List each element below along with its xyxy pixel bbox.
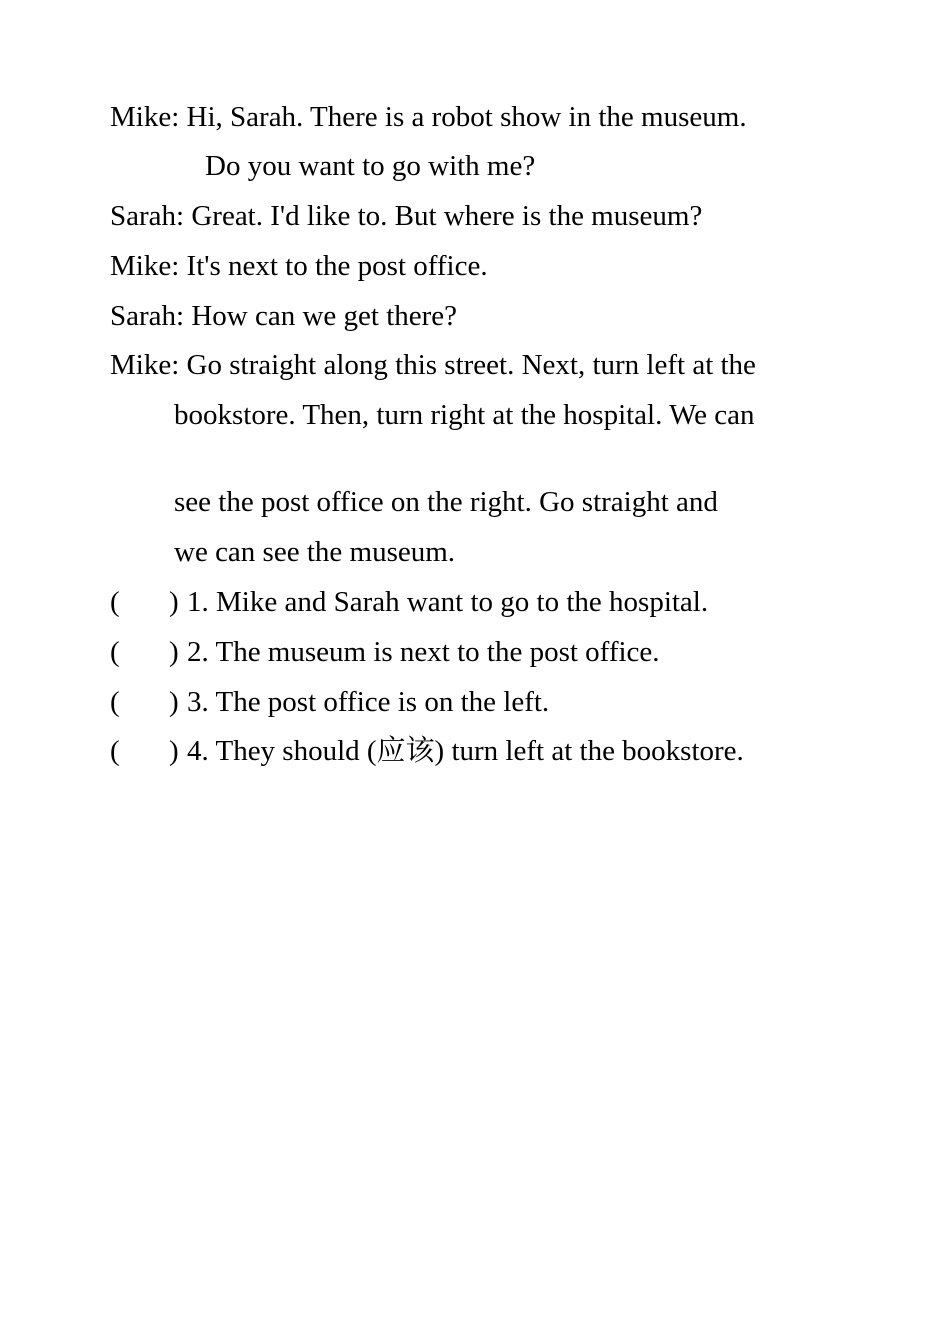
- speaker-label: Mike:: [110, 250, 180, 282]
- dialogue-text: Hi, Sarah. There is a robot show in the museum.: [186, 101, 747, 133]
- answer-blank-open: (: [110, 586, 120, 618]
- dialogue-text: How can we get there?: [191, 300, 458, 332]
- answer-blank-close: ): [169, 586, 179, 618]
- question-text: 2. The museum is next to the post office.: [187, 636, 660, 668]
- speaker-label: Mike:: [110, 101, 180, 133]
- answer-blank-open: (: [110, 686, 120, 718]
- dialogue-line-4: [110, 249, 488, 283]
- dialogue-text: bookstore. Then, turn right at the hospital. We can: [174, 399, 755, 431]
- dialogue-line-3: [110, 199, 702, 233]
- dialogue-text: we can see the museum.: [174, 536, 456, 568]
- answer-blank-close: ): [169, 735, 179, 767]
- question-1: [110, 585, 830, 619]
- question-text: 1. Mike and Sarah want to go to the hospital.: [187, 586, 709, 618]
- question-4: [110, 734, 830, 768]
- dialogue-line-8: [174, 485, 718, 519]
- dialogue-line-2: [205, 149, 535, 183]
- speaker-label: Sarah:: [110, 300, 185, 332]
- question-2: [110, 635, 830, 669]
- answer-blank-close: ): [169, 686, 179, 718]
- dialogue-text: Go straight along this street. Next, turn left at the: [186, 349, 756, 381]
- answer-blank-open: (: [110, 636, 120, 668]
- answer-blank-close: ): [169, 636, 179, 668]
- dialogue-line-5: [110, 299, 457, 333]
- question-text: 3. The post office is on the left.: [187, 686, 550, 718]
- dialogue-text: Great. I'd like to. But where is the museum?: [191, 200, 703, 232]
- dialogue-text: Do you want to go with me?: [205, 150, 536, 182]
- dialogue-line-6: [110, 348, 756, 382]
- speaker-label: Mike:: [110, 349, 180, 381]
- speaker-label: Sarah:: [110, 200, 185, 232]
- question-text: 4. They should (应该) turn left at the bookstore.: [187, 735, 744, 767]
- answer-blank-open: (: [110, 735, 120, 767]
- dialogue-text: see the post office on the right. Go straight and: [174, 486, 718, 518]
- dialogue-line-7: [174, 398, 755, 432]
- question-3: [110, 685, 830, 719]
- dialogue-line-9: [174, 535, 455, 569]
- dialogue-text: It's next to the post office.: [186, 250, 488, 282]
- dialogue-line-1: [110, 100, 747, 134]
